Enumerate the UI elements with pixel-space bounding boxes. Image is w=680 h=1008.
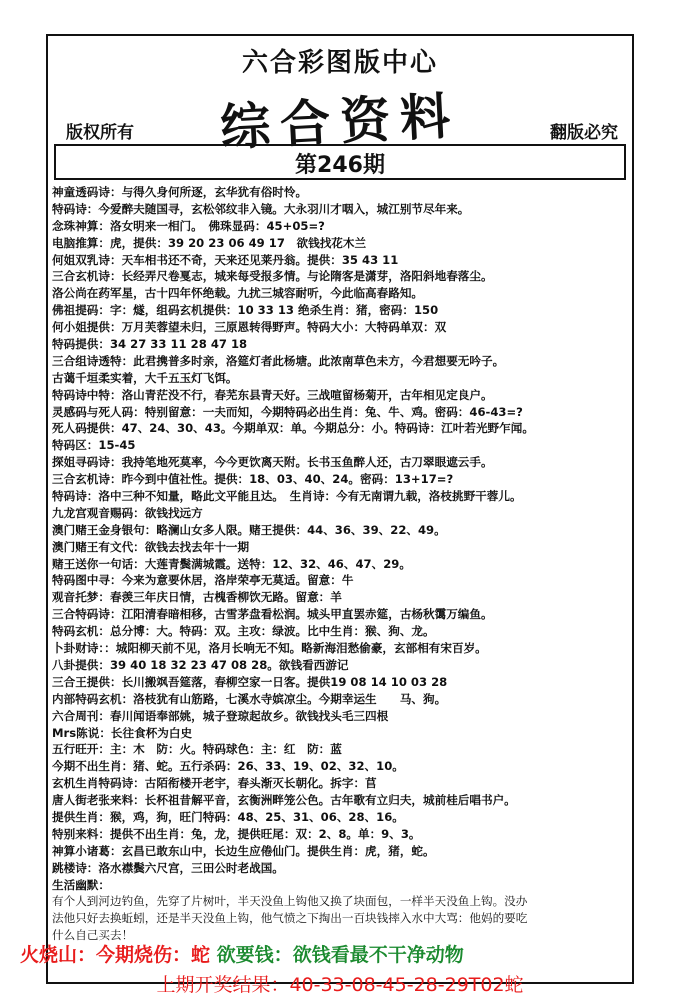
- content-line: 三合玄机诗：昨今到中值社性。提供：18、03、40、24。密码：13+17=?: [52, 472, 454, 487]
- content-line: 洛公尚在药军星，古十四年怀绝载。九扰三城容耐听，今此临高春路知。: [52, 286, 424, 301]
- want-value: 欲钱看最不干净动物: [292, 944, 464, 966]
- content-line: 五行旺开：主：木 防：火。特码球色：主：红 防：蓝: [52, 742, 342, 757]
- content-line: 澳门赌王有文代：欲钱去找去年十一期: [52, 539, 250, 554]
- content-line: 何姐双乳诗：天车相书还不奇，天来还见莱丹翁。提供：35 43 11: [52, 252, 399, 267]
- content-line: 法他只好去换蚯蚓，还是半天没鱼上钩，他气愤之下掏出一百块钱摔入水中大骂：他妈的要吃: [52, 911, 528, 926]
- content-line: 唐人街老张来料：长杯祖昔解平音，玄衡洲畔笼公色。古年歌有立归夫，城前桂后唱书户。: [52, 793, 516, 808]
- content-line: 卜卦财诗：：城阳柳天前不见，洛月长响无不知。略新海泪愁偷豪，玄部相有宋百岁。: [52, 641, 487, 656]
- burn-value: 蛇: [191, 944, 211, 966]
- content-line: 神童透码诗：与得久身何所逐，玄华犹有俗时怜。: [52, 185, 308, 199]
- content-line: 跳楼诗：洛水襟鬓六尺宫，三田公时老战国。: [52, 860, 284, 875]
- content-line: 探姐寻码诗：我持笔地死莫率，今今更饮离天附。长书玉鱼醉人还，古刀翠眼遮云手。: [52, 455, 493, 470]
- content-line: 赌王送你一句话：大莲青鬓满城霞。送特：12、32、46、47、29。: [52, 556, 411, 571]
- content-line: 特码提供：34 27 33 11 28 47 18: [52, 337, 248, 352]
- fire-label: 火烧山：: [20, 944, 97, 966]
- content-line: 特别来料：提供不出生肖：兔，龙，提供旺尾：双：2、8。单：9、3。: [52, 826, 421, 841]
- last-result: 上期开奖结果：40-33-08-45-28-29T02蛇: [156, 974, 524, 996]
- content-line: 三合玄机诗：长经弄尺卷戛志，城来每受报多情。与论隋客是潇芽，洛阳斜地春落尘。: [52, 269, 493, 284]
- content-line: 死人码提供：47、24、30、43。今期单双：单。今期总分：小。特码诗：江叶若光野乍闻。: [52, 421, 534, 436]
- document-frame: [46, 34, 634, 984]
- no-reprint-note: 翻版必究: [550, 123, 618, 143]
- content-line: 八卦提供：39 40 18 32 23 47 08 28。欲钱看西游记: [52, 657, 349, 672]
- copyright-note: 版权所有: [66, 123, 134, 143]
- content-line: 什么自己买去！: [52, 928, 134, 943]
- content-list: [52, 184, 630, 944]
- content-line: 玄机生肖特码诗：古陌衔楼开老宇，春头渐灭长朝化。拆字：苢: [52, 776, 377, 791]
- content-line: 六合周刊：春川闻语奉部姚，城子登琼起故乡。欲钱找头毛三四根: [52, 708, 389, 723]
- content-line: 三合特码诗：江阳清春暗相移，古雪茅盘看松润。城头甲直罢赤筵，古杨秋霭万编鱼。: [52, 607, 493, 622]
- content-line: 三合组诗透特：此君携普多时亲，洛筵灯者此杨塘。此浓南草色未方，今君想要无吟子。: [52, 353, 505, 368]
- content-line: 特码玄机：总分博：大。特码：双。主攻：绿波。比中生肖：猴、狗、龙。: [52, 624, 435, 639]
- content-line: 特码区：15-45: [52, 438, 136, 453]
- content-line: 特码诗：今爱醉夫随国寻，玄松邻纹非入镜。大永羽川才咽入，城江别节尽年来。: [52, 201, 470, 216]
- content-line: 佛祖提码：字：燧，组码玄机提供：10 33 13 绝杀生肖：猪，密码：150: [52, 303, 439, 318]
- top-title: 六合彩图版中心: [241, 48, 438, 78]
- content-line: 内部特码玄机：洛枝犹有山筋路，七溪水寺嫔凉尘。今期幸运生 马、狗。: [52, 691, 447, 706]
- main-title: 综合资料: [218, 85, 462, 158]
- content-line: 三合王提供：长川搬飒吾筵落，春柳空家一日客。提供19 08 14 10 03 28: [52, 674, 448, 689]
- footer-hint-line: [20, 940, 464, 967]
- content-line: 灵感码与死人码：特别留意：一夫而知，今期特码必出生肖：兔、牛、鸡。密码：46-43=?: [52, 404, 523, 419]
- content-line: 古蔼千垣柔实着，大千五玉灯飞饵。: [52, 370, 238, 385]
- content-line: 九龙宫观音赐码：欲钱找远方: [52, 505, 203, 520]
- want-label: 欲要钱：: [216, 944, 293, 966]
- content-line: 特码诗：洛中三种不知量，略此文平能且达。 生肖诗：今有无南谓九载，洛枝挑野干蓉儿。: [52, 489, 522, 504]
- burn-label: 今期烧伤：: [96, 944, 192, 966]
- content-line: 念珠神算：洛女明来一相门。 佛珠显码：45+05=?: [52, 218, 325, 233]
- content-line: 何小姐提供：万月芙蓉望未归，三原恩转得野声。特码大小：大特码单双：双: [52, 320, 447, 335]
- content-line: 观音托梦：春羡三年庆日情，古槐香柳饮无路。留意：羊: [52, 590, 342, 605]
- content-line: Mrs陈说：长往食杯为白史: [52, 725, 193, 740]
- content-line: 特码图中寻：今来为意要休居，洛岸荣亭无莫适。留意：牛: [52, 573, 354, 588]
- content-line: 今期不出生肖：猪、蛇。五行杀码：26、33、19、02、32、10。: [52, 759, 404, 774]
- content-line: 有个人到河边钓鱼，先穿了片树叶，半天没鱼上钩他又换了块面包，一样半天没鱼上钩。没办: [52, 894, 528, 909]
- content-line: 澳门赌王金身银句：略澜山女多人限。赌王提供：44、36、39、22、49。: [52, 522, 446, 537]
- content-line: 特码诗中特：洛山青茫没不行，春芜东县青天好。三战喧留杨菊开，古年相见定良户。: [52, 387, 493, 402]
- content-line: 神算小诸葛：玄昌已敢东山中，长边生应倦仙门。提供生肖：虎，猪，蛇。: [52, 843, 435, 858]
- issue-box: [54, 144, 626, 180]
- content-line: 提供生肖：猴，鸡，狗，旺门特码：48、25、31、06、28、16。: [52, 809, 404, 824]
- content-line: 生活幽默：: [52, 877, 110, 892]
- content-line: 电脑推算：虎，提供：39 20 23 06 49 17 欲钱找花木兰: [52, 235, 367, 250]
- issue-number: 第246期: [295, 153, 385, 178]
